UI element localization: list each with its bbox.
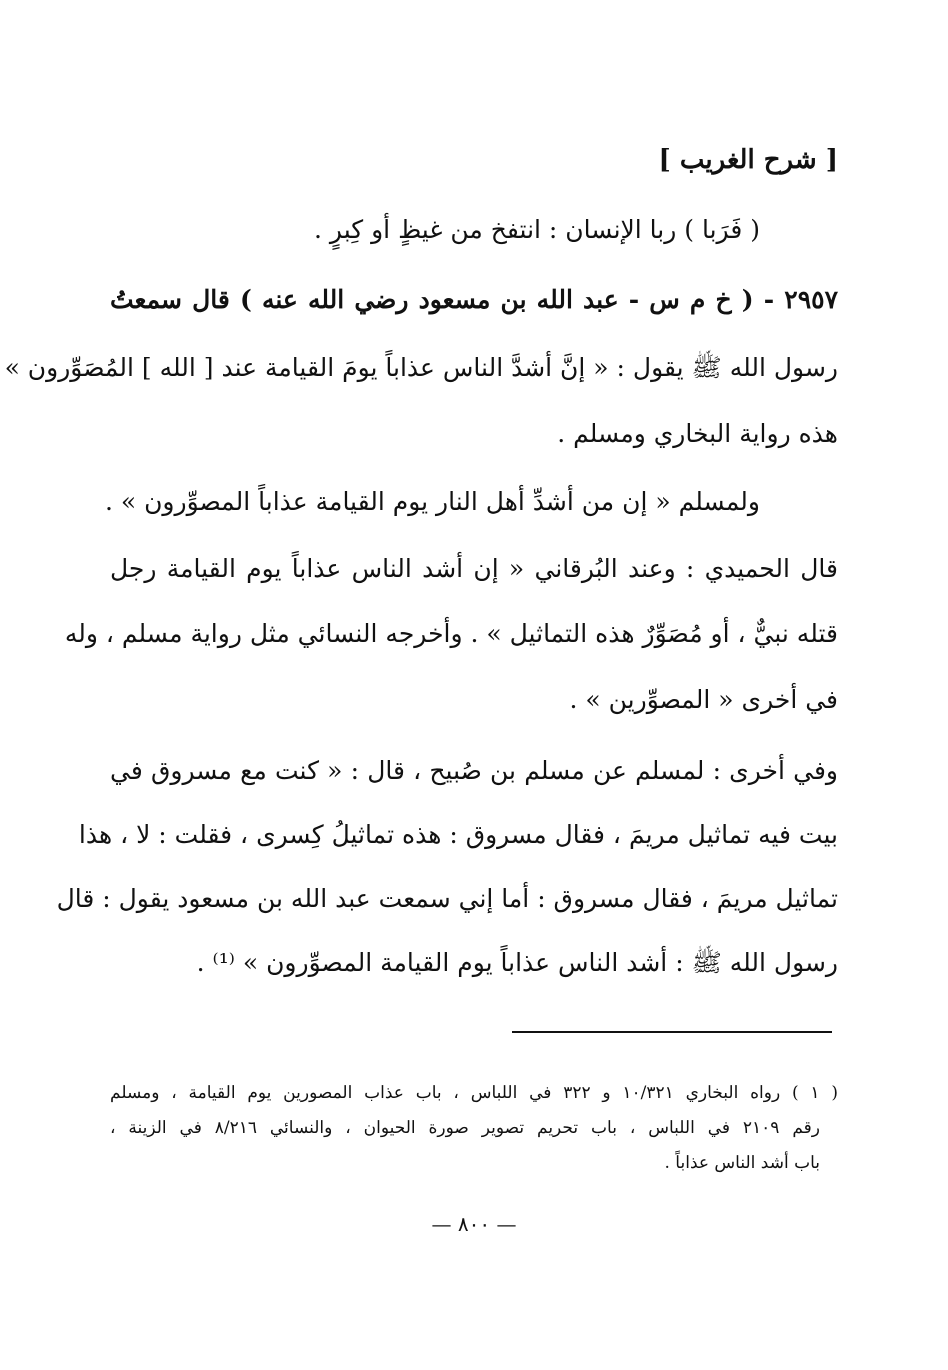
masruq-line-4: رسول الله ﷺ : أشد الناس عذاباً يوم القيامة المصوِّرون » ⁽¹⁾ . [196,948,838,977]
hadith-line-3: هذه رواية البخاري ومسلم . [557,419,838,448]
footnote-line-2: رقم ٢١٠٩ في اللباس ، باب تحريم تصوير صورة الحيوان ، والنسائي ٨/٢١٦ في الزينة ، [110,1118,820,1138]
hadith-line-1: ٢٩٥٧ - ( خ م س - عبد الله بن مسعود رضي الله عنه ) قال سمعتُ [110,285,838,314]
footnote-line-1: ( ١ ) رواه البخاري ١٠/٣٢١ و ٣٢٢ في اللباس ، باب عذاب المصورين يوم القيامة ، ومسلم [110,1083,838,1103]
masruq-line-3: تماثيل مريمَ ، فقال مسروق : أما إني سمعت عبد الله بن مسعود يقول : قال [56,884,838,913]
footnote-separator [512,1031,832,1033]
muslim-variant-line: ولمسلم « إن من أشدِّ أهل النار يوم القيامة عذاباً المصوِّرون » . [104,487,760,516]
masruq-line-1: وفي أخرى : لمسلم عن مسلم بن صُبيح ، قال : « كنت مع مسروق في [110,756,838,785]
humaidi-line-2: قتله نبيٌّ ، أو مُصَوِّرٌ هذه التماثيل » . وأخرجه النسائي مثل رواية مسلم ، وله [64,619,838,648]
footnote-line-3: باب أشد الناس عذاباً . [664,1153,820,1173]
page-number: — ٨٠٠ — [431,1212,517,1236]
humaidi-line-3: في أخرى « المصوِّرين » . [569,685,838,714]
masruq-line-2: بيت فيه تماثيل مريمَ ، فقال مسروق : هذه تماثيلُ كِسرى ، فقلت : لا ، هذا [78,820,838,849]
section-heading: [ شرح الغريب ] [658,145,838,175]
humaidi-line-1: قال الحميدي : وعند البُرقاني « إن أشد الناس عذاباً يوم القيامة رجل [110,554,838,583]
gloss-line: ( فَرَبا ) ربا الإنسان : انتفخ من غيظٍ أو كِبرٍ . [314,215,760,244]
hadith-line-2: رسول الله ﷺ يقول : « إنَّ أشدَّ الناس عذاباً يومَ القيامة عند [ الله ] المُصَوِّرون » [4,353,838,382]
